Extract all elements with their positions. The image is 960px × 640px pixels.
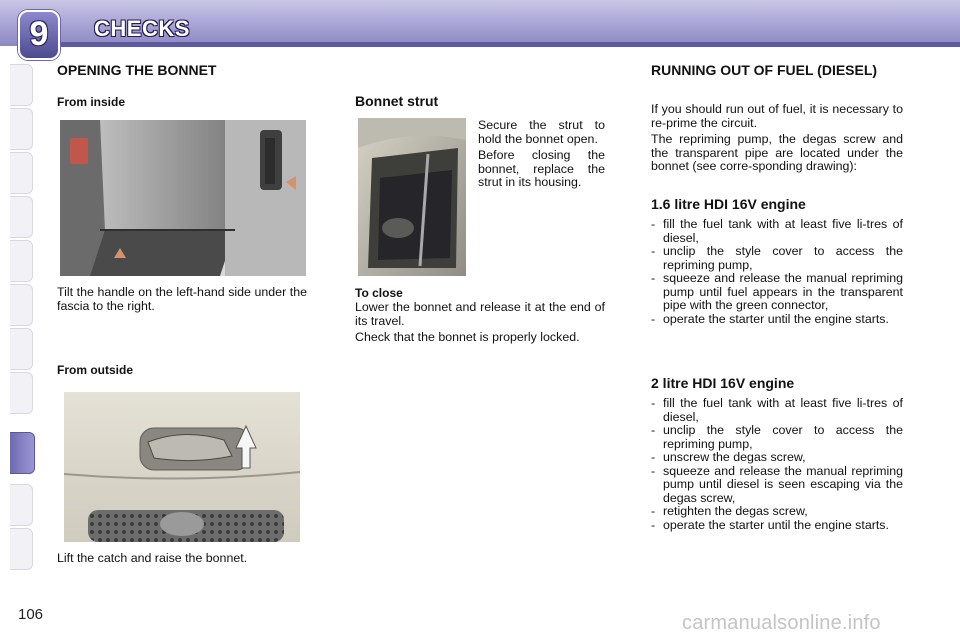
- engine-1-6-steps: [651, 218, 903, 326]
- photo-interior-release-handle: [60, 120, 306, 276]
- chapter-tab-active[interactable]: [10, 432, 35, 474]
- fuel-intro: [651, 103, 903, 177]
- chapter-tab[interactable]: [10, 484, 33, 526]
- chapter-number: 9: [29, 15, 49, 53]
- strut-instructions: [478, 119, 605, 193]
- close-check-text: Check that the bonnet is properly locked.: [355, 330, 580, 344]
- fuel-intro-text-2: The repriming pump, the degas screw and the transparent pipe are located under the bonnet (see corre-sponding drawing):: [651, 132, 903, 173]
- chapter-tab[interactable]: [10, 196, 33, 238]
- chapter-tab[interactable]: [10, 372, 33, 414]
- chapter-tab[interactable]: [10, 64, 33, 106]
- chapter-tab[interactable]: [10, 240, 33, 282]
- watermark: carmanualsonline.info: [682, 612, 881, 634]
- chapter-tab[interactable]: [10, 328, 33, 370]
- inside-instructions: Tilt the handle on the left-hand side under the fascia to the right.: [57, 285, 307, 313]
- strut-secure-text: Secure the strut to hold the bonnet open.: [478, 118, 605, 146]
- subheading-from-outside: From outside: [57, 363, 134, 377]
- header-rule: [60, 42, 960, 47]
- subheading-to-close: To close: [355, 286, 403, 300]
- chapter-tab[interactable]: [10, 108, 33, 150]
- subheading-engine-1-6: 1.6 litre HDI 16V engine: [651, 196, 806, 212]
- chapter-tab[interactable]: [10, 284, 33, 326]
- close-instructions: [355, 301, 605, 348]
- strut-replace-text: Before closing the bonnet, replace the strut in its housing.: [478, 148, 605, 189]
- close-lower-text: Lower the bonnet and release it at the end of its travel.: [355, 300, 605, 328]
- list-item: - operate the starter until the engine starts.: [651, 313, 903, 327]
- subheading-from-inside: From inside: [57, 95, 126, 109]
- chapter-tabs: [10, 64, 34, 576]
- outside-instructions: Lift the catch and raise the bonnet.: [57, 551, 248, 565]
- page-number: 106: [18, 606, 44, 623]
- list-item: - unclip the style cover to access the repriming pump,: [651, 245, 903, 272]
- list-item: - fill the fuel tank with at least five li-tres of diesel,: [651, 218, 903, 245]
- photo-exterior-bonnet-catch: [64, 392, 300, 542]
- subheading-bonnet-strut: Bonnet strut: [355, 93, 439, 109]
- section-title-opening-bonnet: OPENING THE BONNET: [57, 62, 217, 78]
- list-item: - squeeze and release the manual repriming pump until diesel is seen escaping via the degas screw,: [651, 465, 903, 506]
- list-item: - squeeze and release the manual repriming pump until fuel appears in the transparent pipe with the green connector,: [651, 272, 903, 313]
- subheading-engine-2-0: 2 litre HDI 16V engine: [651, 375, 795, 391]
- list-item: - unclip the style cover to access the repriming pump,: [651, 424, 903, 451]
- list-item: - fill the fuel tank with at least five li-tres of diesel,: [651, 397, 903, 424]
- list-item: - unscrew the degas screw,: [651, 451, 903, 465]
- list-item: - retighten the degas screw,: [651, 505, 903, 519]
- photo-bonnet-strut: [358, 118, 466, 276]
- engine-2-0-steps: [651, 397, 903, 532]
- chapter-badge: [18, 10, 60, 60]
- list-item: - operate the starter until the engine starts.: [651, 519, 903, 533]
- chapter-title: CHECKS: [94, 16, 190, 41]
- fuel-intro-text-1: If you should run out of fuel, it is necessary to re-prime the circuit.: [651, 102, 903, 130]
- chapter-tab[interactable]: [10, 152, 33, 194]
- section-title-running-out-of-fuel: RUNNING OUT OF FUEL (DIESEL): [651, 62, 878, 78]
- chapter-tab[interactable]: [10, 528, 33, 570]
